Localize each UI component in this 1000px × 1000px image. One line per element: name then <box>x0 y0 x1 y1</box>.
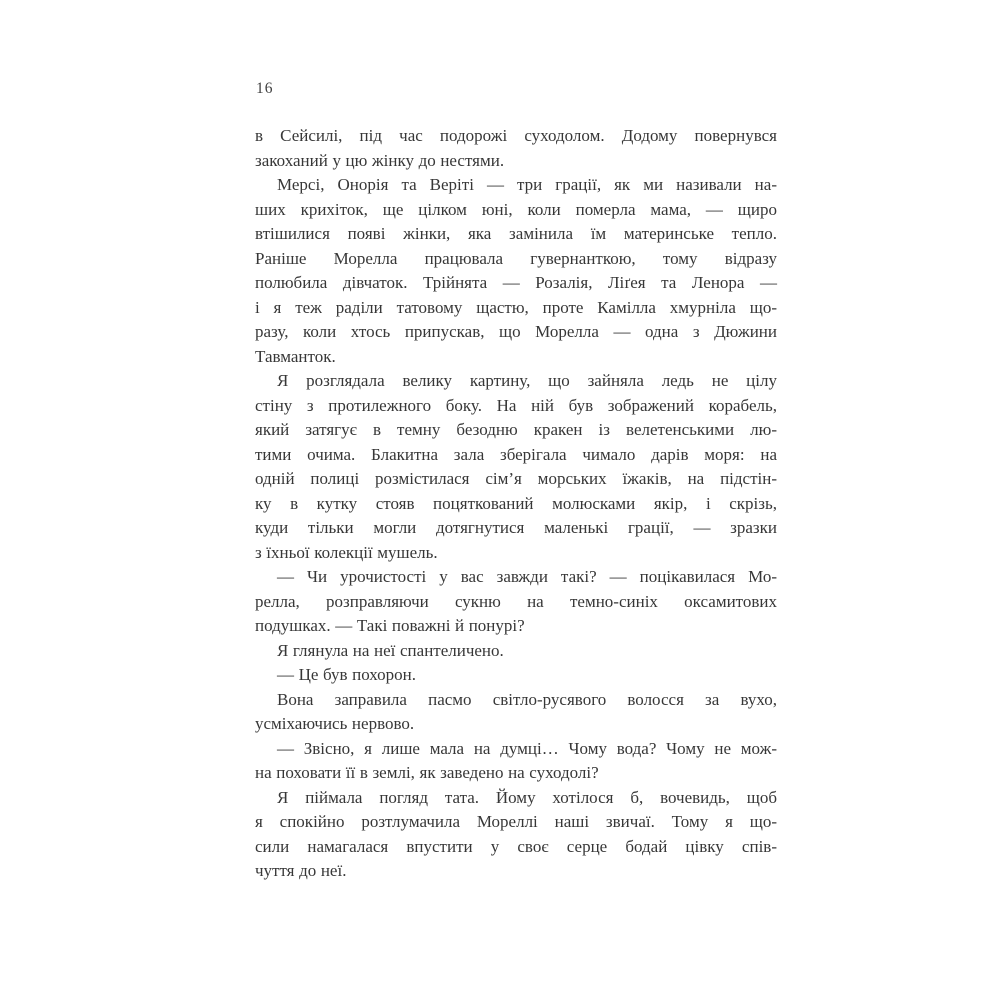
text-line: закоханий у цю жінку до нестями. <box>255 150 505 170</box>
text-line: сили намагалася впустити у своє серце бодай цівку спів- <box>255 836 777 856</box>
body-text <box>255 124 777 884</box>
text-line: стіну з протилежного боку. На ній був зображений корабель, <box>255 395 777 415</box>
text-line: разу, коли хтось припускав, що Морелла — одна з Дюжини <box>255 322 777 341</box>
text-line: який затягує в темну безодню кракен із велетенськими лю- <box>255 420 777 439</box>
text-line: релла, розправляючи сукню на темно-синіх оксамитових <box>255 591 777 611</box>
text-line: з їхньої колекції мушель. <box>255 542 438 562</box>
page-number: 16 <box>256 80 274 97</box>
text-line: і я теж раділи татовому щастю, проте Камілла хмурніла що- <box>255 297 777 317</box>
text-line: я спокійно розтлумачила Мореллі наші звичаї. Тому я що- <box>255 812 777 831</box>
text-line: в Сейсилі, під час подорожі суходолом. Додому повернувся <box>255 126 777 145</box>
text-line: — Чи урочистості у вас завжди такі? — поцікавилася Мо- <box>277 567 777 586</box>
text-line: ших крихіток, ще цілком юні, коли померла мама, — щиро <box>255 199 777 219</box>
text-line: Раніше Морелла працювала гувернанткою, тому відразу <box>255 248 777 268</box>
text-line: Тавманток. <box>255 346 336 366</box>
text-line: — Звісно, я лише мала на думці… Чому вода? Чому не мож- <box>277 738 777 758</box>
text-line: ку в кутку стояв поцяткований молюсками якір, і скрізь, <box>255 493 777 513</box>
text-line: Я глянула на неї спантеличено. <box>277 640 504 660</box>
text-line: тими очима. Блакитна зала зберігала чимало дарів моря: на <box>255 444 777 464</box>
text-line: полюбила дівчаток. Трійнята — Розалія, Ліґея та Ленора — <box>255 273 777 292</box>
text-line: одній полиці розмістилася сім’я морських їжаків, на підстін- <box>255 469 777 488</box>
text-line: куди тільки могли дотягнутися маленькі грації, — зразки <box>255 518 777 537</box>
text-line: втішилися появі жінки, яка замінила їм материнське тепло. <box>255 224 777 243</box>
text-line: Мерсі, Онорія та Веріті — три грації, як ми називали на- <box>277 175 777 194</box>
text-line: на поховати її в землі, як заведено на суходолі? <box>255 763 599 782</box>
text-line: Я піймала погляд тата. Йому хотілося б, вочевидь, щоб <box>277 787 777 807</box>
text-line: усміхаючись нервово. <box>255 714 415 733</box>
text-line: подушках. — Такі поважні й понурі? <box>255 616 525 635</box>
text-line: Вона заправила пасмо світло-русявого волосся за вухо, <box>277 689 777 709</box>
text-line: — Це був похорон. <box>277 665 416 684</box>
text-line: чуття до неї. <box>255 861 347 880</box>
text-line: Я розглядала велику картину, що зайняла ледь не цілу <box>277 371 777 390</box>
